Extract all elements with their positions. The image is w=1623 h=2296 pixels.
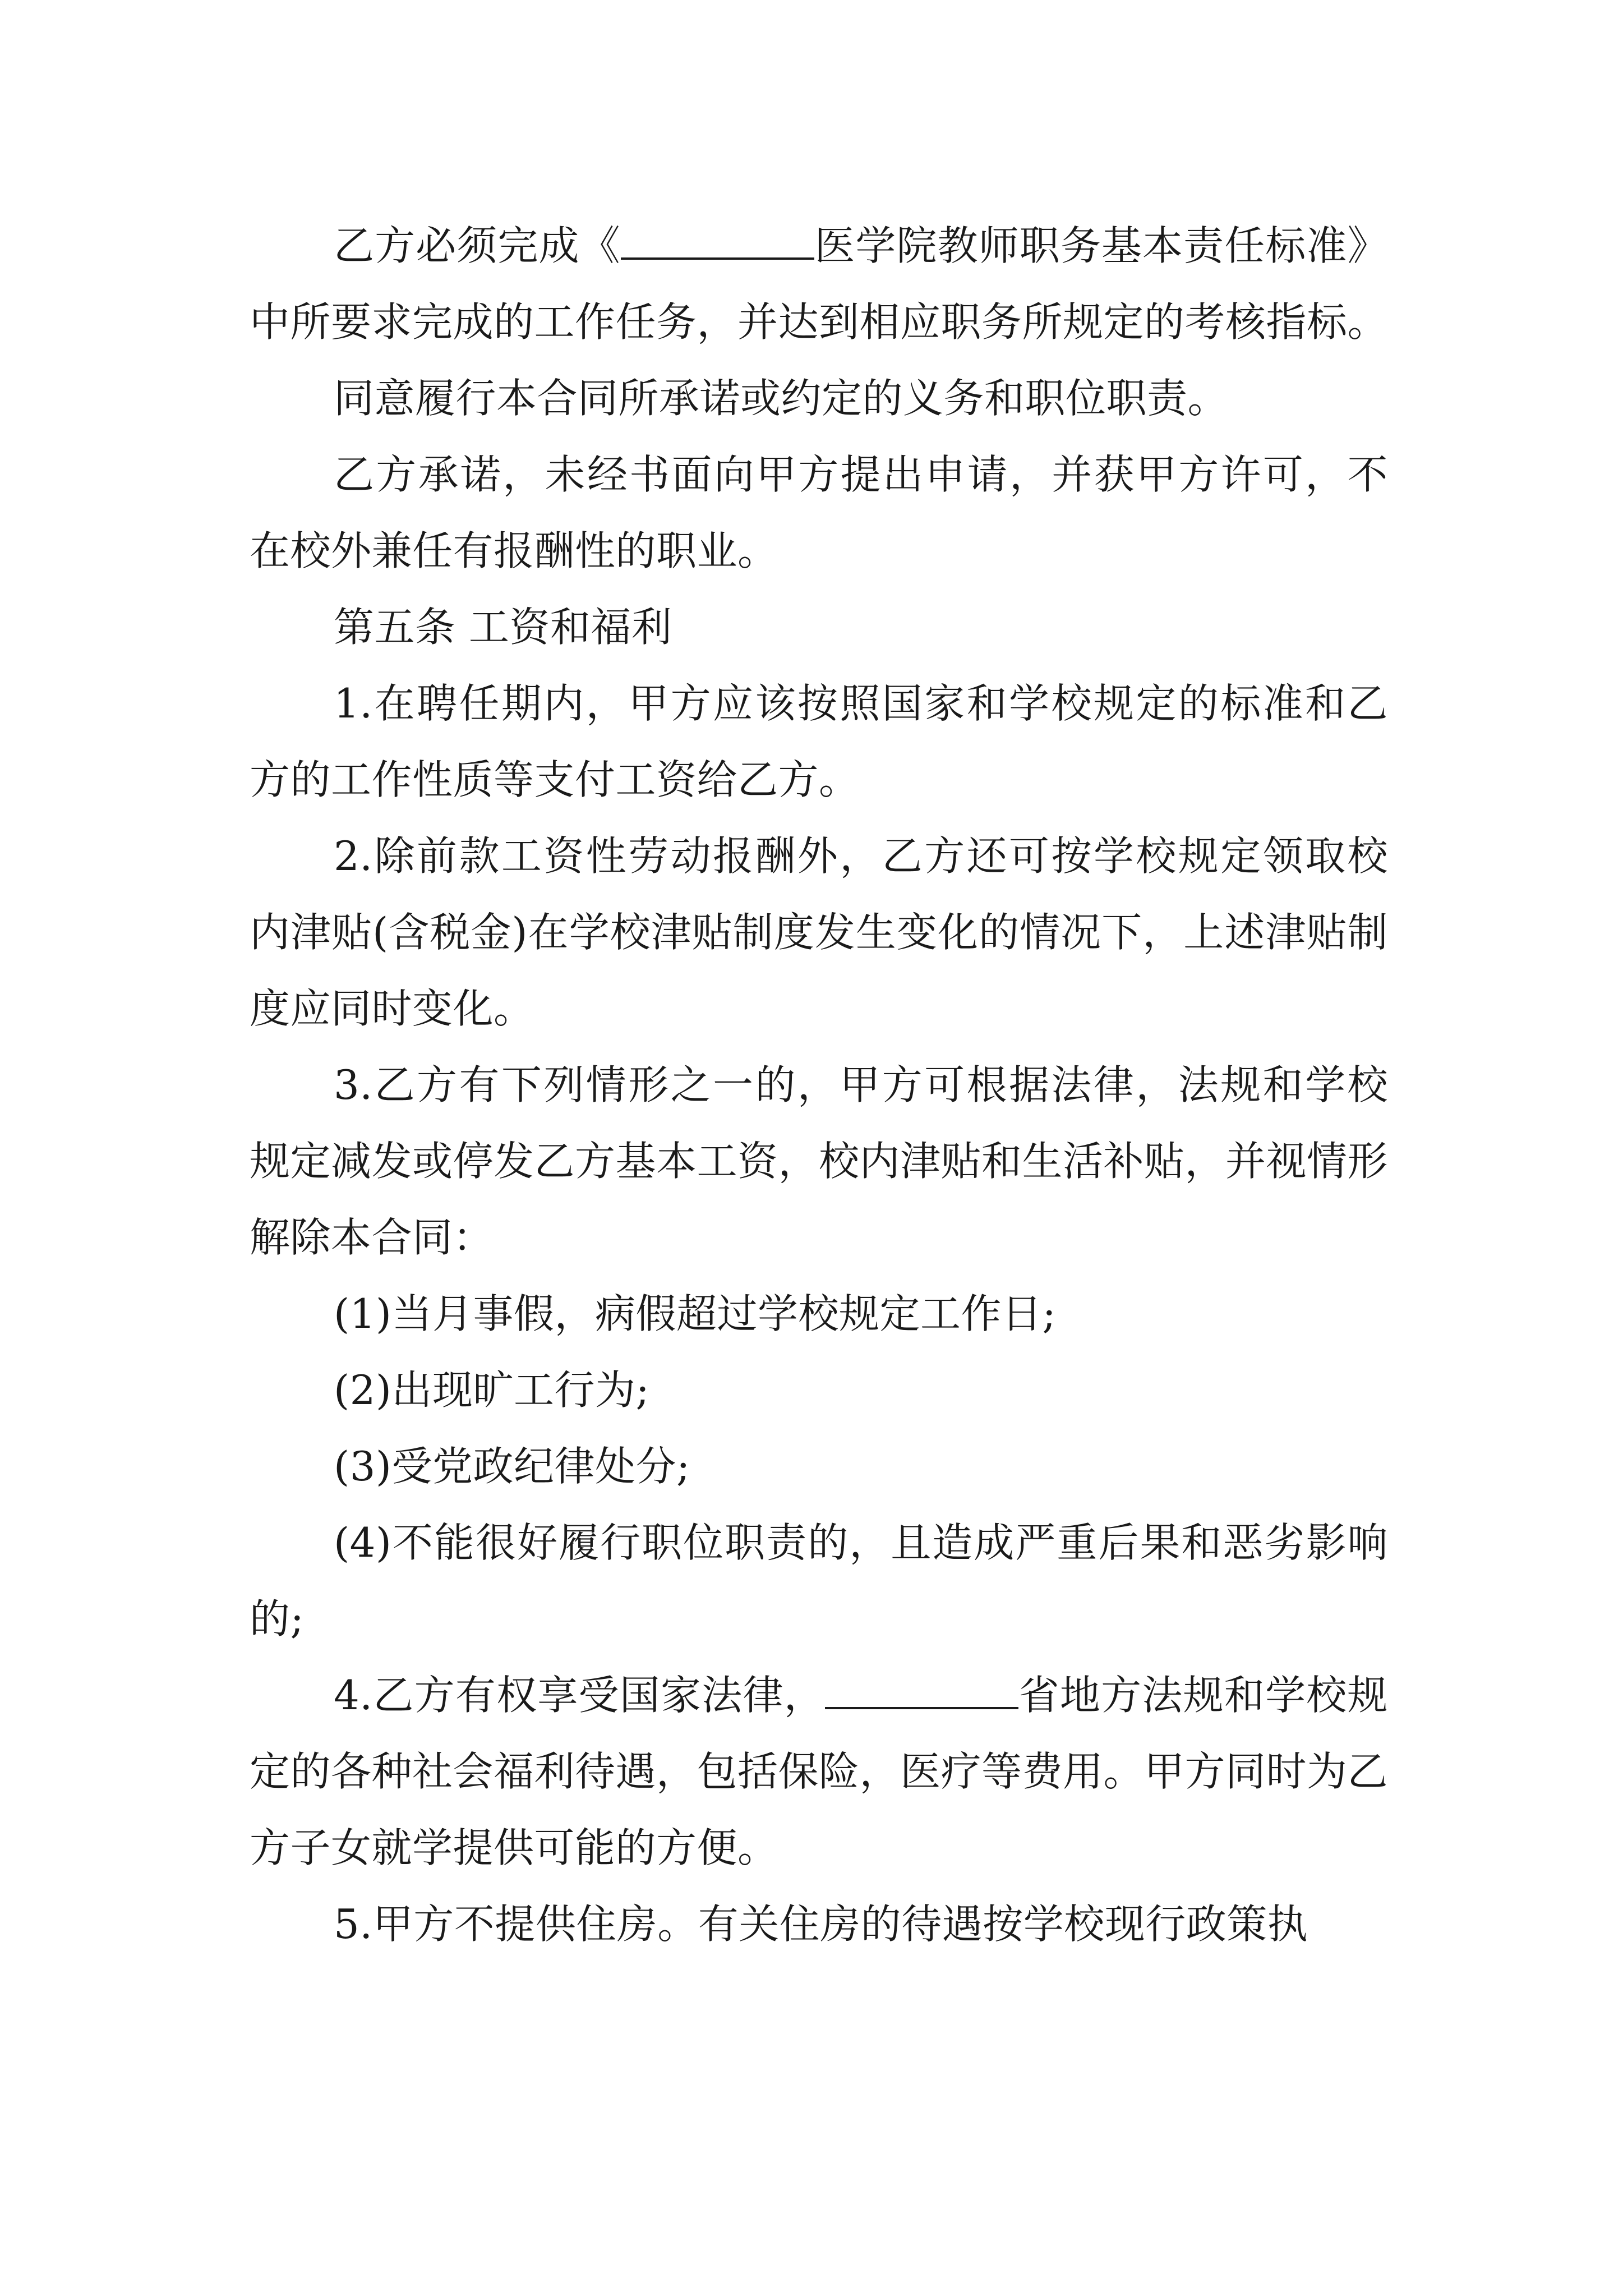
sub-item-1	[250, 1276, 1388, 1352]
paragraph-text: 乙方承诺，未经书面向甲方提出申请，并获甲方许可，不在校外兼任有报酬性的职业。	[250, 451, 1388, 574]
clause-1-salary	[250, 665, 1388, 818]
paragraph-text: (1)当月事假，病假超过学校规定工作日;	[334, 1290, 1057, 1337]
paragraph-text: 3.乙方有下列情形之一的，甲方可根据法律，法规和学校规定减发或停发乙方基本工资，校内津贴和生活补贴，并视情形解除本合同：	[250, 1061, 1389, 1261]
sub-item-4	[250, 1504, 1388, 1657]
paragraph-text: 医学院教师职务基本责任标准》中所要求完成的工作任务，并达到相应职务所规定的考核指标。	[250, 222, 1389, 346]
paragraph-text: (2)出现旷工行为;	[334, 1366, 650, 1414]
sub-item-3	[250, 1428, 1388, 1504]
paragraph-text: 省地方法规和学校规定的各种社会福利待遇，包括保险，医疗等费用。甲方同时为乙方子女就学提供可能的方便。	[250, 1672, 1389, 1871]
paragraph-text: 同意履行本合同所承诺或约定的义务和职位职责。	[334, 375, 1229, 422]
clause-3-deductions	[250, 1047, 1388, 1276]
paragraph-text: 2.除前款工资性劳动报酬外，乙方还可按学校规定领取校内津贴(含税金)在学校津贴制度发生变化的情况下，上述津贴制度应同时变化。	[250, 832, 1388, 1032]
document-body	[250, 208, 1388, 1962]
paragraph-text: 1.在聘任期内，甲方应该按照国家和学校规定的标准和乙方的工作性质等支付工资给乙方。	[250, 680, 1388, 803]
clause-5-housing	[250, 1886, 1388, 1962]
clause-4-welfare	[250, 1657, 1388, 1886]
section-heading-article-5	[250, 589, 1388, 665]
fill-in-blank	[621, 224, 814, 260]
paragraph-text: 乙方必须完成《	[334, 222, 621, 269]
fill-in-blank	[825, 1673, 1018, 1709]
paragraph-duty-standard	[250, 208, 1388, 360]
paragraph-no-outside-job	[250, 436, 1388, 589]
paragraph-text: 4.乙方有权享受国家法律，	[334, 1672, 825, 1719]
sub-item-2	[250, 1352, 1388, 1428]
paragraph-text: 5.甲方不提供住房。有关住房的待遇按学校现行政策执	[334, 1901, 1308, 1948]
paragraph-text: (4)不能很好履行职位职责的，且造成严重后果和恶劣影响的;	[250, 1519, 1388, 1642]
paragraph-text: (3)受党政纪律处分;	[334, 1443, 690, 1490]
section-heading-text: 第五条 工资和福利	[334, 604, 672, 651]
clause-2-allowance	[250, 818, 1388, 1047]
paragraph-agree-obligations	[250, 360, 1388, 436]
